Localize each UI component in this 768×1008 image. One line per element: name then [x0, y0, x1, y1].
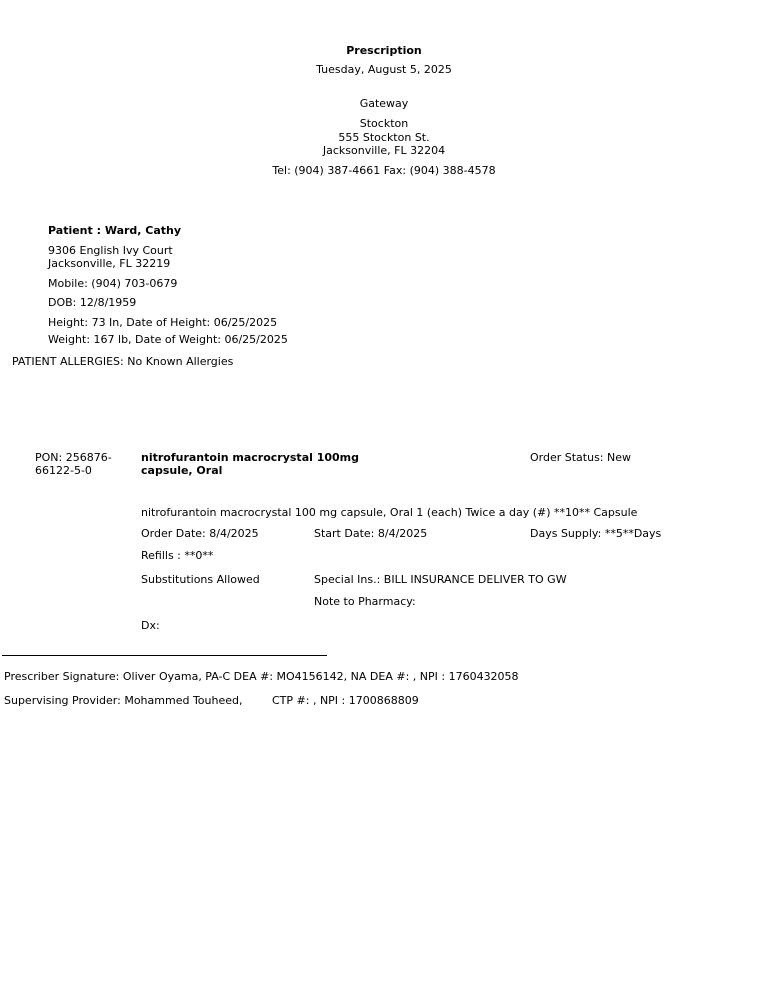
patient-dob: DOB: 12/8/1959: [48, 296, 137, 309]
pon-line1: PON: 256876-: [35, 451, 112, 464]
start-date: Start Date: 8/4/2025: [314, 527, 428, 540]
drug-name-line1: nitrofurantoin macrocrystal 100mg: [141, 451, 360, 464]
pharmacy-name: Gateway: [359, 97, 409, 110]
days-supply: Days Supply: **5**Days: [530, 527, 662, 540]
signature-divider: [2, 655, 327, 656]
drug-name-line2: capsule, Oral: [141, 464, 223, 477]
supervising-provider: Supervising Provider: Mohammed Touheed,: [4, 694, 243, 707]
refills: Refills : **0**: [141, 549, 214, 562]
supervising-provider-ids: CTP #: , NPI : 1700868809: [272, 694, 419, 707]
substitutions: Substitutions Allowed: [141, 573, 260, 586]
note-to-pharmacy: Note to Pharmacy:: [314, 595, 416, 608]
diagnosis: Dx:: [141, 619, 160, 632]
patient-name: Patient : Ward, Cathy: [48, 224, 182, 237]
patient-height: Height: 73 In, Date of Height: 06/25/2025: [48, 316, 278, 329]
sig-text: nitrofurantoin macrocrystal 100 mg capsule, Oral 1 (each) Twice a day (#) **10** Capsule: [141, 506, 638, 519]
order-status: Order Status: New: [530, 451, 632, 464]
document-title: Prescription: [346, 44, 422, 57]
patient-allergies: PATIENT ALLERGIES: No Known Allergies: [12, 355, 234, 368]
pharmacy-contact: Tel: (904) 387-4661 Fax: (904) 388-4578: [272, 164, 496, 177]
special-instructions: Special Ins.: BILL INSURANCE DELIVER TO GW: [314, 573, 567, 586]
document-date: Tuesday, August 5, 2025: [316, 63, 452, 76]
patient-mobile: Mobile: (904) 703-0679: [48, 277, 178, 290]
patient-address-line2: Jacksonville, FL 32219: [48, 257, 171, 270]
patient-address-line1: 9306 English Ivy Court: [48, 244, 173, 257]
prescriber-signature: Prescriber Signature: Oliver Oyama, PA-C DEA #: MO4156142, NA DEA #: , NPI : 1760432058: [4, 670, 519, 683]
patient-weight: Weight: 167 lb, Date of Weight: 06/25/2025: [48, 333, 288, 346]
pharmacy-address-line2: Jacksonville, FL 32204: [322, 144, 446, 157]
order-date: Order Date: 8/4/2025: [141, 527, 259, 540]
pharmacy-location: Stockton: [359, 117, 409, 130]
pon-line2: 66122-5-0: [35, 464, 92, 477]
pharmacy-address-line1: 555 Stockton St.: [338, 131, 430, 144]
